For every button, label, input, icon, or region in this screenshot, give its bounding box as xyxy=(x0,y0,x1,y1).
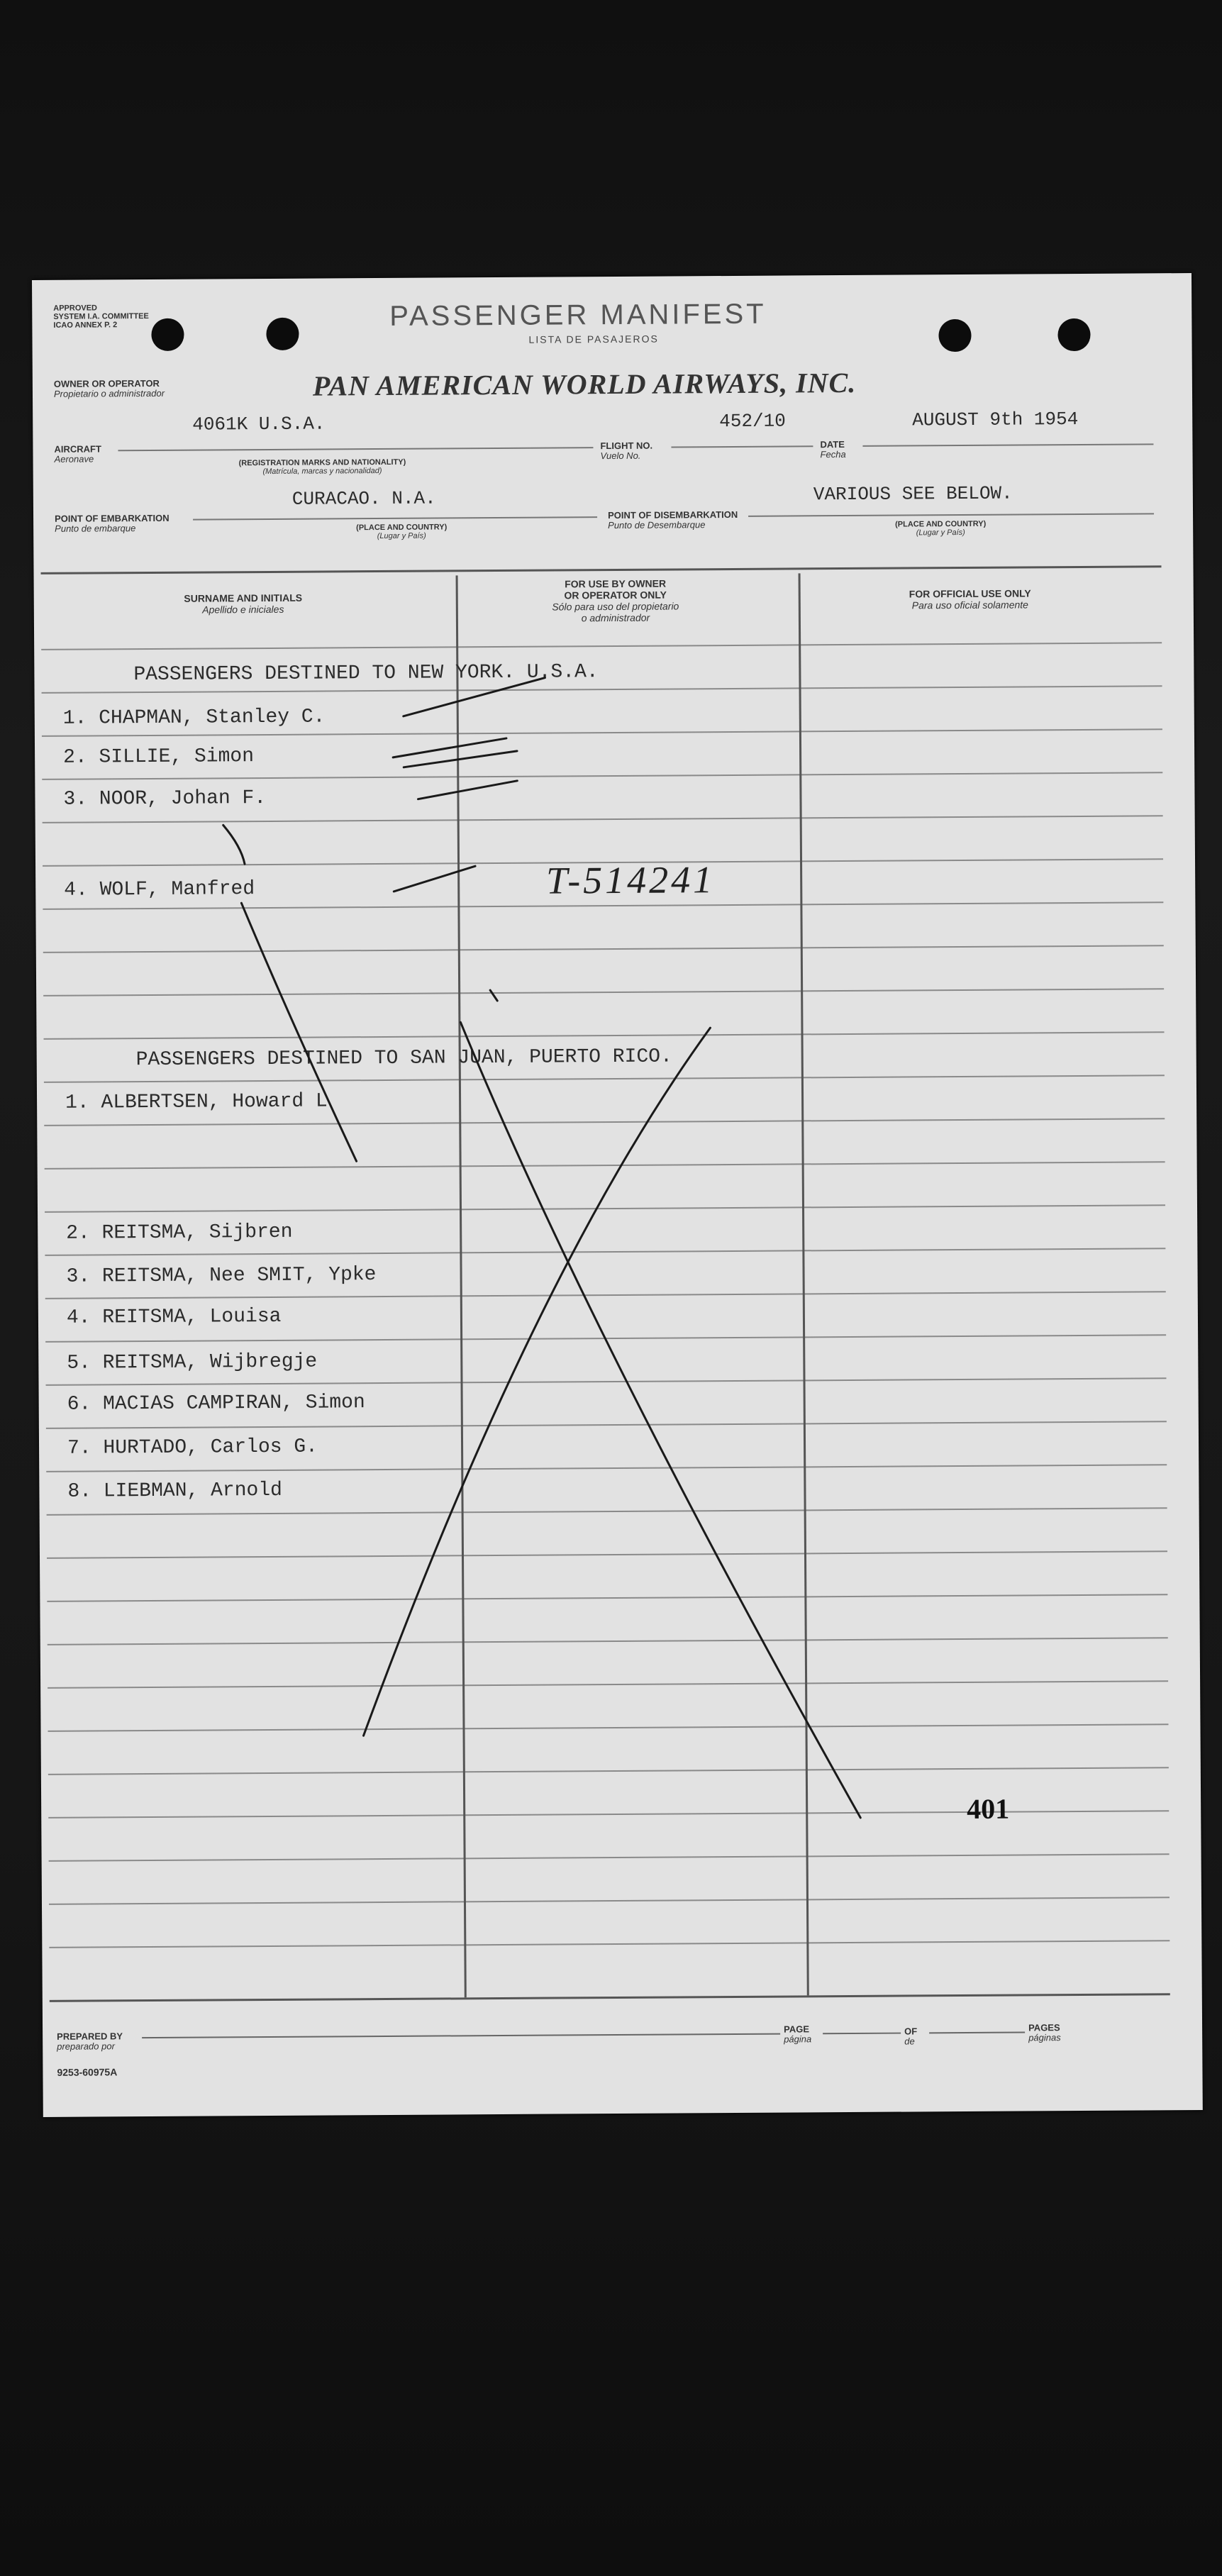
col2-header: FOR USE BY OWNER OR OPERATOR ONLY Sólo para uso del propietario o administrador xyxy=(552,577,679,624)
embark-label: POINT OF EMBARKATION Punto de embarque xyxy=(55,512,170,534)
passenger-row: 2. REITSMA, Sijbren xyxy=(66,1221,293,1245)
owner-value: PAN AMERICAN WORLD AIRWAYS, INC. xyxy=(312,366,857,402)
passenger-row: 4. REITSMA, Louisa xyxy=(66,1305,282,1329)
disembark-value: VARIOUS SEE BELOW. xyxy=(813,482,1013,506)
embark-value: CURACAO. N.A. xyxy=(291,487,436,510)
large-cross-stroke xyxy=(359,1028,714,1736)
handwritten-ticket-number: T-514241 xyxy=(546,858,716,902)
col1-header: SURNAME AND INITIALS Apellido e iniciales xyxy=(184,592,303,616)
passenger-row: 3. REITSMA, Nee SMIT, Ypke xyxy=(66,1264,377,1288)
pages-label: PAGES páginas xyxy=(1028,2022,1061,2043)
check-mark xyxy=(394,866,475,892)
passenger-row: 1. CHAPMAN, Stanley C. xyxy=(62,706,326,730)
form-title-spanish: LISTA DE PASAJEROS xyxy=(528,333,659,345)
flight-label: FLIGHT NO. Vuelo No. xyxy=(600,440,653,462)
passenger-row: 1. ALBERTSEN, Howard L xyxy=(65,1090,328,1114)
check-mark xyxy=(403,678,545,716)
page-label: PAGE página xyxy=(784,2023,812,2045)
date-label: DATE Fecha xyxy=(820,439,846,460)
manifest-sheet xyxy=(32,273,1203,2117)
date-value: AUGUST 9th 1954 xyxy=(912,408,1079,431)
form-title: PASSENGER MANIFEST xyxy=(389,298,767,332)
aircraft-value: 4061K U.S.A. xyxy=(192,413,326,435)
passenger-row: 7. HURTADO, Carlos G. xyxy=(67,1436,318,1460)
ink-marks xyxy=(32,273,1203,2117)
approval-line: SYSTEM I.A. COMMITTEE xyxy=(53,311,149,321)
passenger-row: 6. MACIAS CAMPIRAN, Simon xyxy=(67,1392,365,1416)
form-code: 9253-60975A xyxy=(57,2066,118,2078)
owner-label: OWNER OR OPERATOR Propietario o administrador xyxy=(53,377,165,399)
section-heading-new-york: PASSENGERS DESTINED TO NEW YORK. U.S.A. xyxy=(133,661,599,687)
flight-value: 452/10 xyxy=(719,410,786,433)
pen-stroke xyxy=(223,825,245,864)
section-heading-san-juan: PASSENGERS DESTINED TO SAN JUAN, PUERTO RICO. xyxy=(135,1045,672,1072)
registration-note: (REGISTRATION MARKS AND NATIONALITY) (Matrícula, marcas y nacionalidad) xyxy=(238,457,406,477)
check-mark xyxy=(418,781,517,799)
passenger-row: 2. SILLIE, Simon xyxy=(63,745,255,769)
passenger-row: 8. LIEBMAN, Arnold xyxy=(67,1479,282,1503)
place-note: (PLACE AND COUNTRY) (Lugar y País) xyxy=(356,523,448,541)
of-label: OF de xyxy=(904,2026,918,2047)
disembark-label: POINT OF DISEMBARKATION Punto de Desembarque xyxy=(607,509,738,531)
large-cross-stroke xyxy=(460,1020,860,1820)
passenger-row: 4. WOLF, Manfred xyxy=(64,878,255,901)
approval-line: APPROVED xyxy=(53,304,98,313)
approval-line: ICAO ANNEX P. 2 xyxy=(53,321,118,330)
place-note: (PLACE AND COUNTRY) (Lugar y País) xyxy=(895,519,987,538)
passenger-row: 5. REITSMA, Wijbregje xyxy=(67,1350,318,1375)
pen-stroke xyxy=(490,990,497,1001)
prepared-label: PREPARED BY preparado por xyxy=(57,2031,123,2052)
pen-stroke xyxy=(241,902,356,1162)
passenger-row: 3. NOOR, Johan F. xyxy=(63,787,267,811)
page-stamp: 401 xyxy=(967,1792,1010,1825)
col3-header: FOR OFFICIAL USE ONLY Para uso oficial solamente xyxy=(909,587,1031,611)
aircraft-label: AIRCRAFT Aeronave xyxy=(54,443,101,465)
